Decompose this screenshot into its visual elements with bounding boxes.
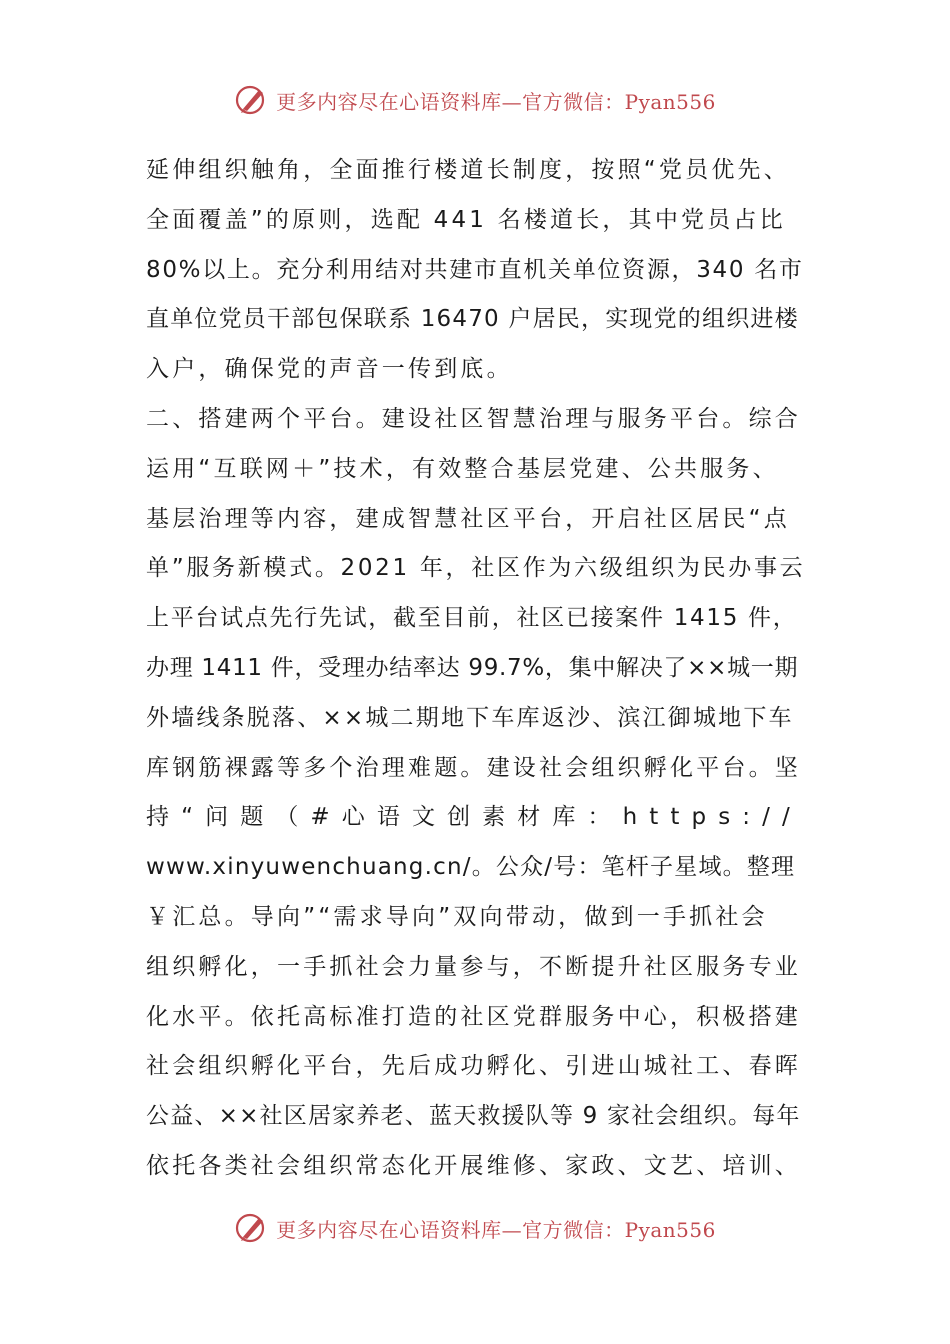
- body-line: 办理 1411 件，受理办结率达 99.7%，集中解决了××城一期: [146, 654, 799, 681]
- pen-nib-circle-icon: [234, 1210, 270, 1246]
- body-line: ￥汇总。导向”“需求导向”双向带动，做到一手抓社会: [146, 903, 768, 930]
- body-line: 二、搭建两个平台。建设社区智慧治理与服务平台。综合: [146, 405, 801, 432]
- body-line: 依托各类社会组织常态化开展维修、家政、文艺、培训、: [146, 1152, 801, 1179]
- header-banner: [0, 80, 950, 120]
- footer-banner-text: 更多内容尽在心语资料库—官方微信：Pyan556: [276, 1217, 716, 1242]
- body-line: 直单位党员干部包保联系 16470 户居民，实现党的组织进楼: [146, 306, 799, 333]
- body-line: 入户，确保党的声音一传到底。: [146, 356, 513, 383]
- document-body: [146, 146, 806, 1192]
- body-line: 社会组织孵化平台，先后成功孵化、引进山城社工、春晖: [146, 1053, 801, 1080]
- body-line: 库钢筋裸露等多个治理难题。建设社会组织孵化平台。坚: [146, 754, 801, 781]
- body-line: 延伸组织触角，全面推行楼道长制度，按照“党员优先、: [146, 157, 790, 183]
- body-line: www.xinyuwenchuang.cn/。公众/号：笔杆子星域。整理: [146, 854, 796, 881]
- footer-banner: [0, 1208, 950, 1248]
- body-line: 组织孵化，一手抓社会力量参与，不断提升社区服务专业: [146, 953, 801, 980]
- body-line: 上平台试点先行先试，截至目前，社区已接案件 1415 件，: [146, 605, 798, 632]
- body-line: 单”服务新模式。2021 年，社区作为六级组织为民办事云: [146, 555, 806, 582]
- body-line: 运用“互联网＋”技术，有效整合基层党建、公共服务、: [146, 455, 779, 482]
- body-line: 外墙线条脱落、××城二期地下车库返沙、滨江御城地下车: [146, 704, 794, 731]
- body-line: 持“问题（#心语文创素材库：https://: [146, 804, 802, 831]
- body-line: 公益、××社区居家养老、蓝天救援队等 9 家社会组织。每年: [146, 1103, 801, 1130]
- body-line: 化水平。依托高标准打造的社区党群服务中心，积极搭建: [146, 1003, 801, 1030]
- pen-nib-circle-icon: [234, 82, 270, 118]
- header-banner-text: 更多内容尽在心语资料库—官方微信：Pyan556: [276, 89, 716, 114]
- body-line: 全面覆盖”的原则，选配 441 名楼道长，其中党员占比: [146, 206, 786, 233]
- body-line: 80%以上。充分利用结对共建市直机关单位资源，340 名市: [146, 256, 804, 283]
- body-line: 基层治理等内容，建成智慧社区平台，开启社区居民“点: [146, 505, 790, 532]
